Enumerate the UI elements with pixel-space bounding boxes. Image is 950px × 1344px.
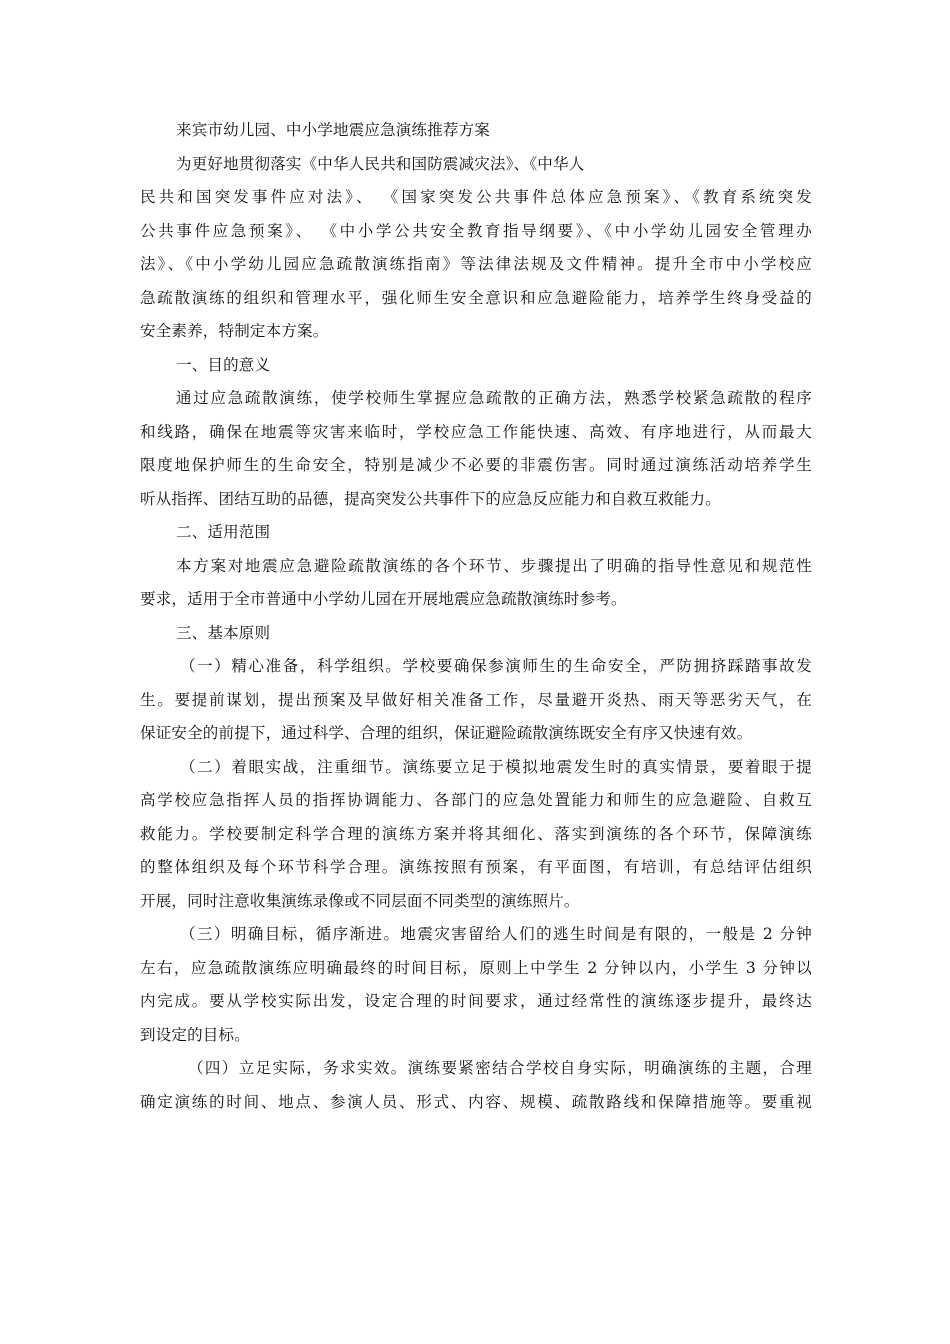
paragraph-line: 生。要提前谋划，提出预案及早做好相关准备工作，尽量避开炎热、雨天等恶劣天气，在 [140,690,812,709]
intro-line: 安全素养，特制定本方案。 [140,322,329,340]
paragraph-line: 的整体组织及每个环节科学合理。演练按照有预案，有平面图，有培训，有总结评估组织 [140,858,812,876]
paragraph-line: 开展，同时注意收集演练录像或不同层面不同类型的演练照片。 [140,891,580,910]
paragraph-line: 到设定的目标。 [140,1025,250,1044]
section-heading: 二、适用范围 [176,523,271,541]
section-heading: 三、基本原则 [176,623,271,642]
document-title: 来宾市幼儿园、中小学地震应急演练推荐方案 [176,121,491,139]
paragraph-line: 和线路，确保在地震等灾害来临时，学校应急工作能快速、高效、有序地进行，从而最大 [140,422,812,441]
paragraph-line: 本方案对地震应急避险疏散演练的各个环节、步骤提出了明确的指导性意见和规范性 [176,556,812,575]
intro-line: 急疏散演练的组织和管理水平，强化师生安全意识和应急避险能力，培养学生终身受益的 [140,288,812,307]
paragraph-line: （二）着眼实战，注重细节。演练要立足于模拟地震发生时的真实情景，要着眼于提 [180,757,812,776]
intro-line: 法》、《中小学幼儿园应急疏散演练指南》等法律法规及文件精神。提升全市中小学校应 [140,255,812,273]
intro-line: 民共和国突发事件应对法》、 《国家突发公共事件总体应急预案》、《教育系统突发 [140,188,812,206]
section-heading: 一、目的意义 [176,355,271,374]
paragraph-line: 左右，应急疏散演练应明确最终的时间目标，原则上中学生 2 分钟以内，小学生 3 分钟以 [140,958,812,977]
paragraph-line: 保证安全的前提下，通过科学、合理的组织，保证避险疏散演练既安全有序又快速有效。 [140,724,753,742]
paragraph-line: 高学校应急指挥人员的指挥协调能力、各部门的应急处置能力和师生的应急避险、自救互 [140,791,812,809]
paragraph-line: （一）精心准备，科学组织。学校要确保参演师生的生命安全，严防拥挤踩踏事故发 [180,657,812,675]
paragraph-line: 内完成。要从学校实际出发，设定合理的时间要求，通过经常性的演练逐步提升，最终达 [140,992,812,1010]
paragraph-line: （三）明确目标，循序渐进。地震灾害留给人们的逃生时间是有限的，一般是 2 分钟 [180,925,812,943]
paragraph-line: 救能力。学校要制定科学合理的演练方案并将其细化、落实到演练的各个环节，保障演练 [140,824,812,843]
paragraph-line: 通过应急疏散演练，使学校师生掌握应急疏散的正确方法，熟悉学校紧急疏散的程序 [176,389,812,407]
paragraph-line: 要求，适用于全市普通中小学幼儿园在开展地震应急疏散演练时参考。 [140,590,627,608]
paragraph-line: （四）立足实际，务求实效。演练要紧密结合学校自身实际，明确演练的主题，合理 [188,1059,812,1077]
paragraph-line: 听从指挥、团结互助的品德，提高突发公共事件下的应急反应能力和自救互救能力。 [140,489,721,508]
intro-line: 为更好地贯彻落实《中华人民共和国防震减灾法》、《中华人 [176,154,585,173]
intro-line: 公共事件应急预案》、 《中小学公共安全教育指导纲要》、《中小学幼儿园安全管理办 [140,221,812,240]
paragraph-line: 确定演练的时间、地点、参演人员、形式、内容、规模、疏散路线和保障措施等。要重视 [140,1092,812,1111]
document-page [140,120,812,1112]
paragraph-line: 限度地保护师生的生命安全，特别是减少不必要的非震伤害。同时通过演练活动培养学生 [140,456,812,474]
